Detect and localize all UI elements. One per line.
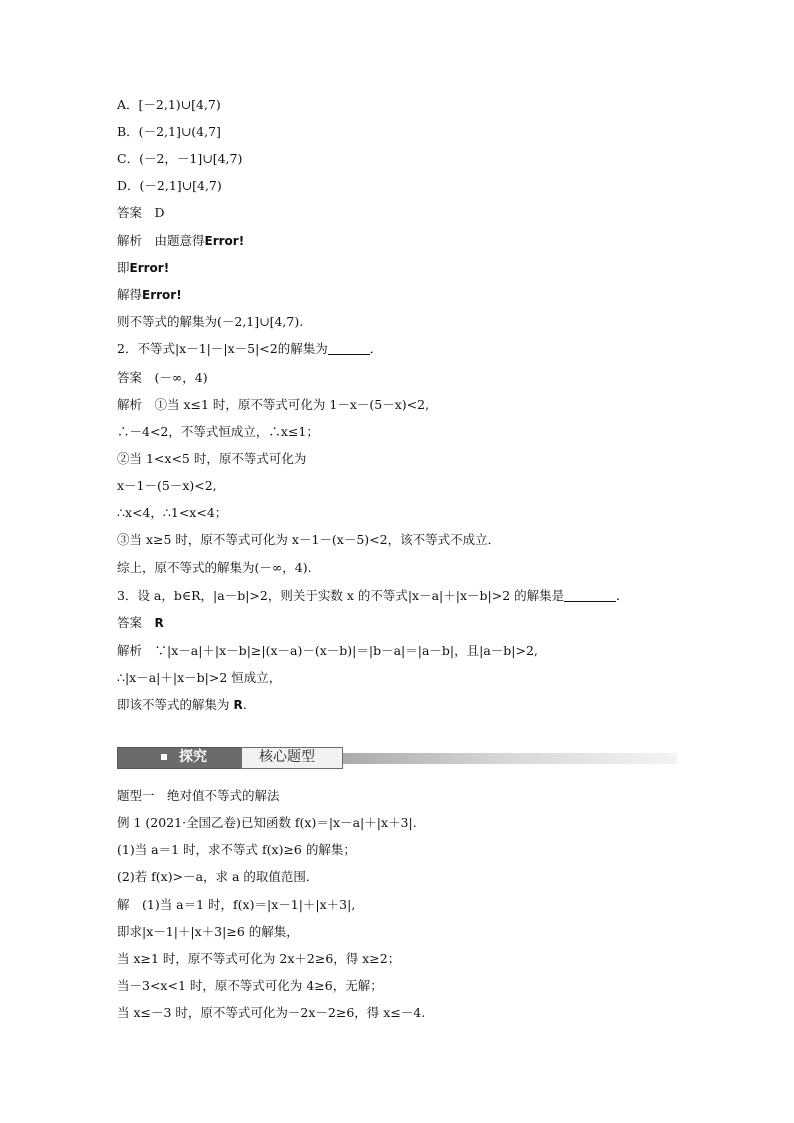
solution-line-5: 当 x≤－3 时，原不等式可化为－2x－2≥6，得 x≤－4. [117, 1005, 426, 1020]
option-c: C．(－2，－1]∪[4,7) [117, 151, 243, 166]
q3-answer-blank [564, 589, 616, 602]
q1-line-jie [117, 287, 182, 303]
q3-analysis-line-2: ∴|x－a|＋|x－b|>2 恒成立， [117, 670, 282, 685]
q2-question [117, 341, 382, 357]
section-banner [117, 747, 677, 769]
q3-answer-value: R [154, 616, 164, 630]
q3-question-text: 3．设 a，b∈R，|a－b|>2，则关于实数 x 的不等式|x－a|＋|x－b|>2 的解集是 [117, 588, 565, 603]
solution-line-2: 即求|x－1|＋|x＋3|≥6 的解集， [117, 924, 299, 939]
solution-line-1: 解 (1)当 a＝1 时，f(x)＝|x－1|＋|x＋3|, [117, 897, 356, 912]
q3-answer [117, 615, 164, 631]
q2-question-text: 2．不等式|x－1|－|x－5|<2的解集为 [117, 341, 328, 356]
q1-answer: 答案 D [117, 205, 165, 220]
q2-analysis-line-6: ③当 x≥5 时，原不等式可化为 x－1－(x－5)<2，该不等式不成立． [117, 532, 501, 547]
q1-analysis [117, 233, 244, 249]
banner-right-label: 核心题型 [259, 749, 315, 765]
q3-final-prefix: 即该不等式的解集为 [117, 697, 234, 712]
q1-conclusion: 则不等式的解集为(－2,1]∪[4,7). [117, 314, 304, 329]
q3-question-end: ． [616, 588, 629, 603]
q2-analysis-line-2: ∴－4<2，不等式恒成立，∴x≤1； [117, 424, 319, 439]
q2-answer-blank [328, 342, 370, 355]
q1-jie-prefix: 解得 [117, 287, 143, 302]
option-a: A．[－2,1)∪[4,7) [117, 97, 221, 112]
banner-left-label: 探究 [179, 749, 207, 765]
q2-analysis-line-7: 综上，原不等式的解集为(－∞，4). [117, 560, 312, 575]
q2-analysis-line-3: ②当 1<x<5 时，原不等式可化为 [117, 451, 307, 466]
q3-final-value: R [233, 698, 243, 712]
q1-error-3: Error! [142, 288, 182, 302]
section-heading: 题型一 绝对值不等式的解法 [117, 788, 280, 803]
q3-final-end: . [242, 697, 247, 712]
q1-line-ji [117, 260, 169, 276]
q2-analysis-line-5: ∴x<4，∴1<x<4； [117, 505, 228, 520]
q2-analysis-line-4: x－1－(5－x)<2, [117, 478, 217, 493]
q3-question [117, 588, 629, 604]
q2-analysis-line-1: 解析 ①当 x≤1 时，原不等式可化为 1－x－(5－x)<2, [117, 397, 430, 412]
solution-line-3: 当 x≥1 时，原不等式可化为 2x＋2≥6，得 x≥2； [117, 951, 401, 966]
q1-error-2: Error! [129, 261, 170, 275]
banner-square-icon [161, 754, 167, 760]
q3-analysis-line-1: 解析 ∵|x－a|＋|x－b|≥|(x－a)－(x－b)|＝|b－a|＝|a－b|，且|a－b|>2, [117, 643, 538, 658]
example-part-2: (2)若 f(x)>－a，求 a 的取值范围． [117, 869, 319, 884]
example-part-1: (1)当 a＝1 时，求不等式 f(x)≥6 的解集； [117, 842, 356, 857]
q3-final [117, 697, 247, 713]
q3-answer-prefix: 答案 [117, 615, 155, 630]
q1-error-1: Error! [204, 234, 245, 248]
option-d: D．(－2,1]∪[4,7) [117, 178, 222, 193]
example-1: 例 1 (2021·全国乙卷)已知函数 f(x)＝|x－a|＋|x＋3|. [117, 815, 417, 830]
q1-ji-prefix: 即 [117, 260, 130, 275]
solution-line-4: 当－3<x<1 时，原不等式可化为 4≥6，无解； [117, 978, 383, 993]
q2-question-end: ． [369, 341, 383, 356]
q1-analysis-prefix: 解析 由题意得 [117, 233, 205, 248]
q2-answer: 答案 (－∞，4) [117, 370, 208, 385]
option-b: B．(－2,1]∪(4,7] [117, 124, 221, 139]
